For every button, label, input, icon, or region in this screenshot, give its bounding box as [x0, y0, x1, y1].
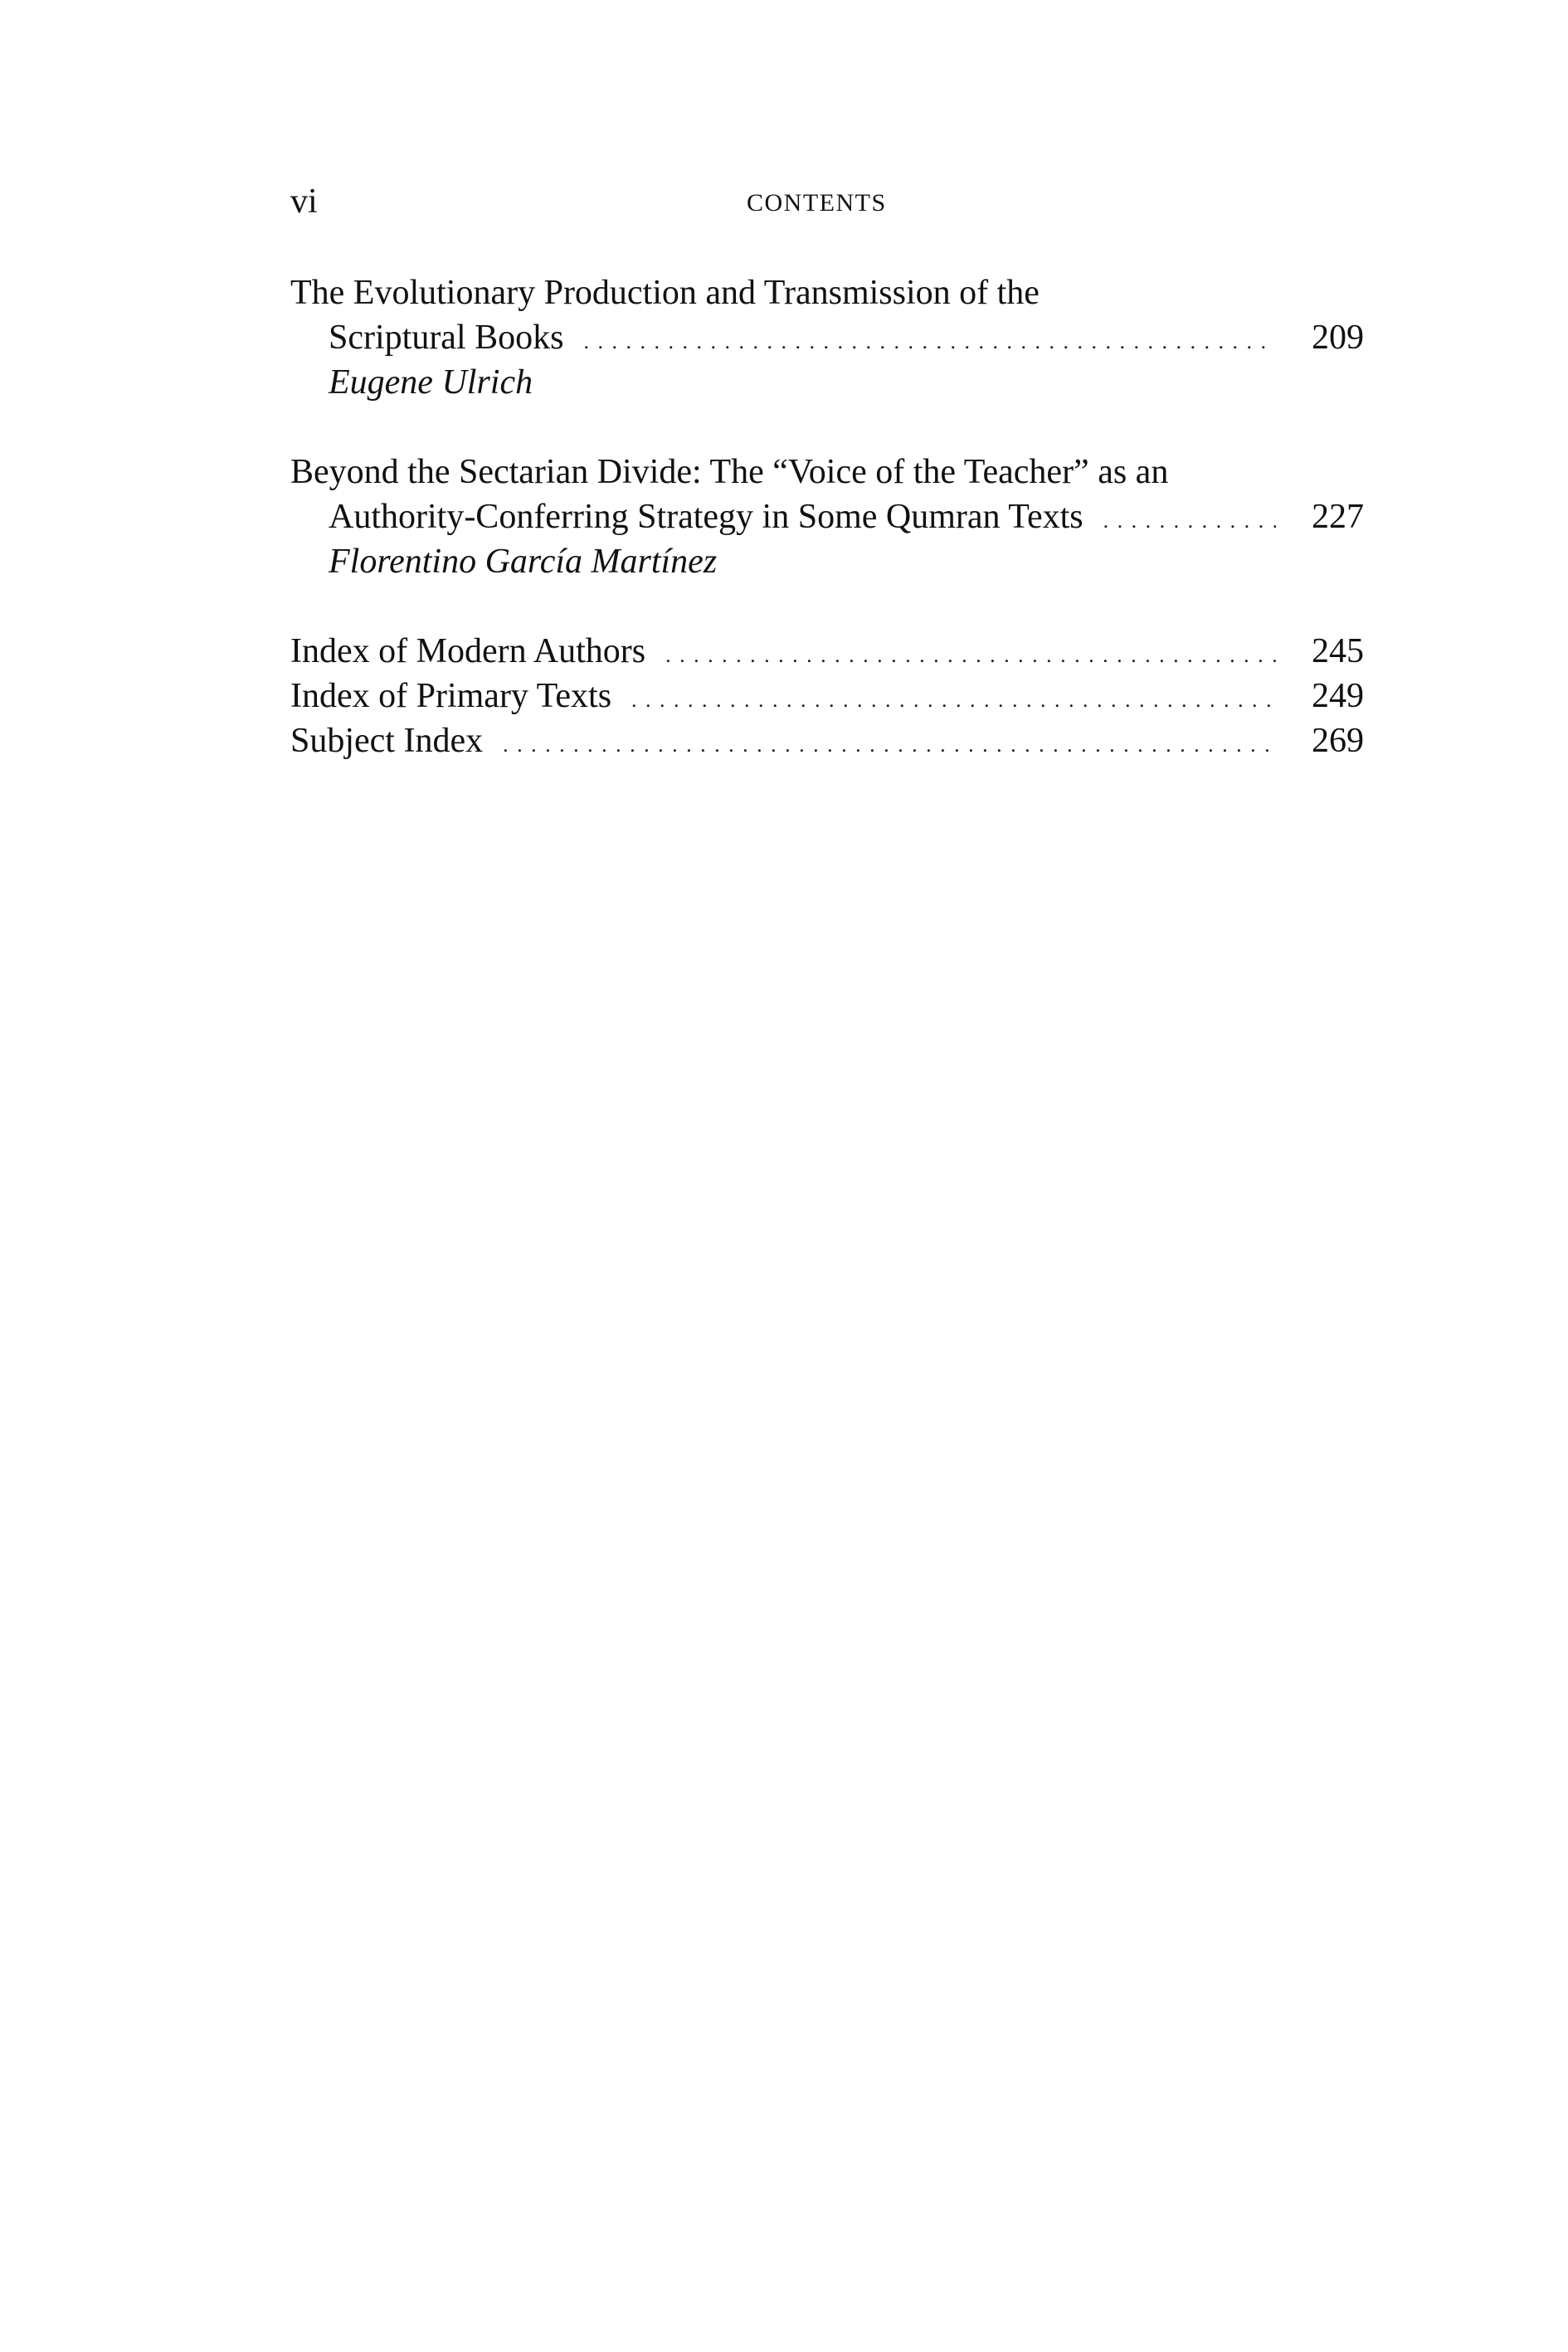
- dot-leader: [503, 723, 1276, 767]
- table-of-contents: [290, 270, 1364, 763]
- entry-title-text: Authority-Conferring Strategy in Some Qumran Texts: [329, 498, 1083, 536]
- entry-title-continuation: [290, 494, 1364, 539]
- index-page-number: 249: [1312, 677, 1364, 715]
- index-page-number: 245: [1312, 632, 1364, 670]
- dot-leader: [1103, 499, 1276, 543]
- dot-leader: [631, 678, 1276, 723]
- entry-author: Florentino García Martínez: [329, 543, 718, 581]
- entry-page-number: 227: [1312, 498, 1364, 536]
- index-title: Subject Index: [290, 722, 484, 760]
- dot-leader: [665, 633, 1276, 678]
- index-page-number: 269: [1312, 722, 1364, 760]
- index-title: Index of Modern Authors: [290, 632, 646, 670]
- dot-leader: [583, 319, 1276, 364]
- index-entry: [290, 674, 1364, 718]
- index-entry: [290, 718, 1364, 763]
- entry-page-number: 209: [1312, 319, 1364, 357]
- entry-title-line: Beyond the Sectarian Divide: The “Voice of the Teacher” as an: [290, 453, 1169, 491]
- running-head: CONTENTS: [747, 189, 887, 217]
- toc-entry: [290, 270, 1364, 405]
- index-entry: [290, 629, 1364, 674]
- toc-entry: [290, 450, 1364, 584]
- index-title: Index of Primary Texts: [290, 677, 612, 715]
- entry-title-continuation: [290, 315, 1364, 360]
- entry-title-text: Scriptural Books: [329, 319, 564, 357]
- entry-title-line: The Evolutionary Production and Transmission of the: [290, 274, 1040, 312]
- index-list: [290, 629, 1364, 763]
- entry-author: Eugene Ulrich: [329, 363, 533, 402]
- page-number-folio: vi: [290, 183, 318, 221]
